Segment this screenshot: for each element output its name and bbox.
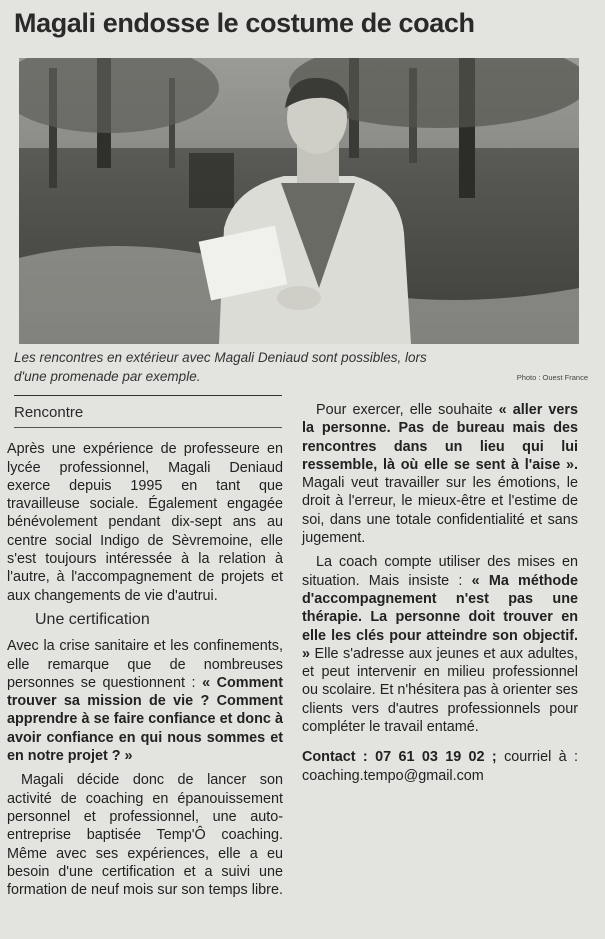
contact-phone: Contact : 07 61 03 19 02 ;: [302, 749, 497, 766]
paragraph-launch: Magali décide donc de lancer son activité de coaching en épanouissement personnel et professionnel, une auto-entreprise baptisée Temp'Ô coaching. Même avec ses expériences, elle a eu besoin d'une certification et a suivi une formation de neuf mois sur son temps libre.: [7, 772, 283, 899]
photo-caption: Les rencontres en extérieur avec Magali Deniaud sont possibles, lors d'une promenade par exemple.: [14, 350, 427, 384]
headline: Magali endosse le costume de coach: [14, 8, 475, 38]
paragraph-method-text: La coach compte utiliser des mises en situation. Mais insiste :: [302, 554, 578, 589]
contact-email: courriel à : coaching.tempo@gmail.com: [302, 749, 579, 784]
paragraph-crisis-quote: « Comment trouver sa mission de vie ? Comment apprendre à se faire confiance et donc à avoir confiance en qui nous sommes et en notre projet ? »: [7, 674, 283, 765]
paragraph-approach-text: Pour exercer, elle souhaite: [316, 402, 493, 418]
article-photo: [19, 58, 579, 344]
paragraph-intro: Après une expérience de professeure en lycée professionnel, Magali Deniaud exerce depuis 1995 en tant que travailleuse sociale. Également engagée bénévolement pendant dix-sept ans au centre social Indigo de Sèvremoine, elle s'est toujours intéressée à la relation à l'autre, à l'accompagnement de projets et aux changements de vie d'autrui.: [7, 441, 283, 604]
right-column: [302, 401, 578, 785]
paragraph-crisis-text: Avec la crise sanitaire et les confinements, elle remarque que de nombreuses personnes se questionnent :: [7, 638, 283, 691]
paragraph-crisis: [7, 637, 283, 765]
paragraph-approach-quote: « aller vers la personne. Pas de bureau mais des rencontres dans un lieu qui lui ressemble, là où elle se sent à l'aise ».: [302, 402, 579, 473]
rubric-label: Rencontre: [14, 404, 84, 421]
subheading: Une certification: [35, 610, 150, 628]
rubric-top-rule: [14, 395, 282, 396]
left-column: [7, 395, 283, 899]
contact-line: [302, 748, 578, 785]
photo-credit: Photo : Ouest France: [516, 373, 588, 382]
park-photo-illustration: [19, 58, 579, 344]
paragraph-method: [302, 553, 578, 736]
paragraph-method-rest: Elle s'adresse aux jeunes et aux adultes, et peut intervenir en milieu professionnel ou scolaire. Et n'hésitera pas à orienter ses clients vers d'autres professionnels pour compléter le travail entamé.: [302, 645, 579, 736]
rubric-bottom-rule: [14, 427, 282, 428]
paragraph-approach-rest: Magali veut travailler sur les émotions, le droit à l'erreur, le mieux-être et l'estime de soi, dans une totale confidentialité et sans jugement.: [302, 475, 578, 547]
paragraph-approach: [302, 401, 578, 547]
paragraph-method-quote: « Ma méthode d'accompagnement n'est pas une thérapie. La personne doit trouver en elle les clés pour atteindre son objectif. »: [302, 572, 579, 662]
